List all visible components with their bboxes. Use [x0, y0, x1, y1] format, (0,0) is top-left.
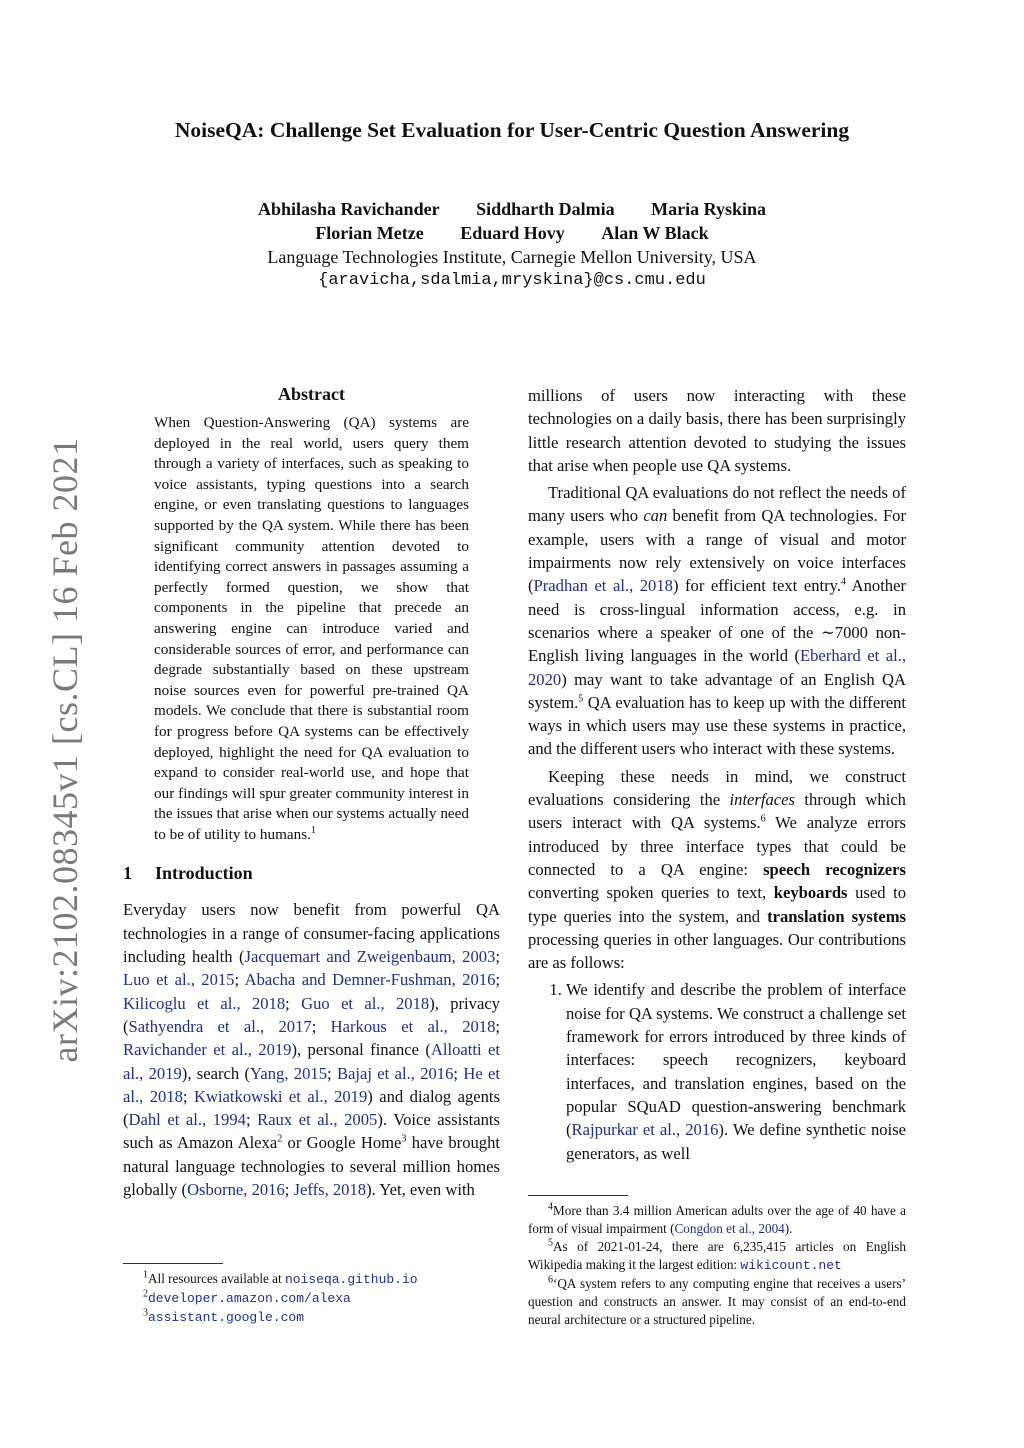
list-item: 1. We identify and describe the problem of interface noise for QA systems. We construct a challenge set framework for errors introduced by three kinds of interfaces: speech recognizers, keyboard interfaces, and translation engines, based on the popular SQuAD question-answering benchmark (Rajpurkar et al., 2016). We define synthetic noise generators, as well	[566, 978, 906, 1164]
footnote-mark[interactable]: 1	[310, 824, 316, 836]
contributions-list	[528, 978, 906, 1164]
footnote-1: $^1$All resources available at noiseqa.github.io	[143, 1269, 418, 1287]
footnote-link[interactable]: assistant.google.com	[148, 1310, 305, 1325]
author-row-2	[0, 221, 1024, 245]
citation-link[interactable]: He et al., 2018	[123, 1063, 501, 1106]
citation-link[interactable]: Alloatti et al., 2019	[123, 1040, 500, 1083]
footnote-link[interactable]: wikicount.net	[740, 1258, 842, 1273]
intro-paragraph-2: Traditional QA evaluations do not reflect the needs of many users who can benefit from QA technologies. For example, users with a range of visual and motor impairments now rely extensively on voice interfaces (Pradhan et al., 2018) for efficient text entry.$^4$ Another need is cross-lingual information access, e.g. in scenarios where a speaker of one of the ∼7000 non-English living languages in the world (Eberhard et al., 2020) may want to take advantage of an English QA system.$^5$ QA evaluation has to keep up with the different ways in which users may use these systems in practice, and the different users who interact with these systems.	[528, 483, 906, 759]
intro-paragraph-3: Keeping these needs in mind, we construct evaluations considering the interfaces through which users interact with QA systems.$^6$ We analyze errors introduced by three interface types that could be connected to a QA engine: speech recognizers converting spoken queries to text, keyboards used to type queries into the system, and translation systems processing queries in other languages. Our contributions are as follows:	[528, 766, 906, 973]
section-heading: 1 Introduction	[123, 863, 253, 884]
citation-link[interactable]: Rajpurkar et al., 2016	[571, 1120, 719, 1140]
citation-link[interactable]: Bajaj et al., 2016	[336, 1063, 454, 1083]
footnote-mark[interactable]: 5	[578, 693, 584, 705]
citation-link[interactable]: Eberhard et al., 2020	[528, 646, 906, 689]
citation-link[interactable]: Jeffs, 2018	[293, 1180, 367, 1200]
footnote-5: $^5$As of 2021-01-24, there are 6,235,415 articles on English Wikipedia making it the largest edition: wikicount.net	[528, 1237, 906, 1273]
citation-link[interactable]: Sathyendra et al., 2017	[128, 1016, 312, 1036]
citation-link[interactable]: Kwiatkowski et al., 2019	[193, 1086, 368, 1106]
footnote-mark[interactable]: 3	[401, 1133, 407, 1145]
citation-link[interactable]: Congdon et al., 2004	[674, 1221, 785, 1236]
author-row-1	[0, 197, 1024, 221]
citation-link[interactable]: Osborne, 2016	[187, 1180, 285, 1200]
author-name: Siddharth Dalmia	[476, 199, 615, 219]
author-name: Maria Ryskina	[651, 199, 766, 219]
author-name: Alan W Black	[601, 223, 709, 243]
author-block	[0, 197, 1024, 293]
footnote-link[interactable]: noiseqa.github.io	[284, 1272, 418, 1287]
footnote-mark[interactable]: 4	[841, 576, 846, 588]
affiliation: Language Technologies Institute, Carnegie Mellon University, USA	[267, 247, 757, 267]
citation-link[interactable]: Kilicoglu et al., 2018	[123, 993, 286, 1013]
email: {aravicha,sdalmia,mryskina}@cs.cmu.edu	[318, 271, 706, 290]
paper-title: NoiseQA: Challenge Set Evaluation for User-Centric Question Answering	[174, 118, 850, 142]
footnote-3: $^3$assistant.google.com	[143, 1307, 305, 1325]
citation-link[interactable]: Raux et al., 2005	[257, 1110, 378, 1130]
author-name: Eduard Hovy	[460, 223, 565, 243]
citation-link[interactable]: Pradhan et al., 2018	[533, 576, 673, 596]
right-column	[528, 384, 906, 1165]
citation-link[interactable]: Yang, 2015	[250, 1063, 327, 1083]
footnote-6: $^6$‘QA system refers to any computing engine that receives a users’ question and constructs an answer. It may consist of an end-to-end neural architecture or a structured pipeline.	[528, 1274, 906, 1327]
footnote-4: $^4$More than 3.4 million American adults over the age of 40 have a form of visual impairment (Congdon et al., 2004).	[528, 1201, 906, 1236]
arxiv-stamp: arXiv:2102.08345v1 [cs.CL] 16 Feb 2021	[45, 437, 85, 1063]
footnote-rule	[123, 1263, 223, 1264]
footnote-link[interactable]: developer.amazon.com/alexa	[148, 1291, 351, 1306]
abstract-heading: Abstract	[278, 384, 345, 404]
citation-link[interactable]: Guo et al., 2018	[301, 993, 430, 1013]
footnote-2: $^2$developer.amazon.com/alexa	[143, 1288, 351, 1306]
left-column	[123, 384, 500, 1201]
abstract-text: When Question-Answering (QA) systems are deployed in the real world, users query them through a variety of interfaces, such as speaking to voice assistants, typing questions into a search engine, or even translating questions to languages supported by the QA system. While there has been significant community attention devoted to identifying correct answers in passages assuming a perfectly formed question, we show that components in the pipeline that precede an answering engine can introduce varied and considerable sources of error, and performance can degrade substantially based on these upstream noise sources even for powerful pre-trained QA models. We conclude that there is substantial room for progress before QA systems can be effectively deployed, highlight the need for QA evaluation to expand to consider real-world use, and hope that our findings will spur greater community interest in the issues that arise when our systems actually need to be of utility to humans.$^1$	[154, 414, 469, 843]
citation-link[interactable]: Luo et al., 2015	[123, 970, 235, 990]
footnotes-left	[123, 1255, 500, 1327]
citation-link[interactable]: Ravichander et al., 2019	[123, 1040, 292, 1060]
citation-link[interactable]: Harkous et al., 2018	[330, 1016, 496, 1036]
intro-paragraph-continued: millions of users now interacting with these technologies on a daily basis, there has been surprisingly little research attention devoted to studying the issues that arise when people use QA systems.	[528, 386, 906, 475]
citation-link[interactable]: Abacha and Demner-Fushman, 2016	[244, 970, 496, 990]
citation-link[interactable]: Jacquemart and Zweigenbaum, 2003	[244, 947, 496, 967]
footnote-mark[interactable]: 6	[760, 813, 766, 825]
citation-link[interactable]: Dahl et al., 1994	[128, 1110, 246, 1130]
author-name: Florian Metze	[315, 223, 424, 243]
intro-paragraph-1: Everyday users now benefit from powerful QA technologies in a range of consumer-facing applications including health (Jacquemart and Zweigenbaum, 2003; Luo et al., 2015; Abacha and Demner-Fushman, 2016; Kilicoglu et al., 2018; Guo et al., 2018), privacy (Sathyendra et al., 2017; Harkous et al., 2018; Ravichander et al., 2019), personal finance (Alloatti et al., 2019), search (Yang, 2015; Bajaj et al., 2016; He et al., 2018; Kwiatkowski et al., 2019) and dialog agents (Dahl et al., 1994; Raux et al., 2005). Voice assistants such as Amazon Alexa$^2$ or Google Home$^3$ have brought natural language technologies to several million homes globally (Osborne, 2016; Jeffs, 2018). Yet, even with	[123, 900, 501, 1200]
author-name: Abhilasha Ravichander	[258, 199, 440, 219]
footnote-mark[interactable]: 2	[277, 1133, 283, 1145]
footnote-rule	[528, 1195, 628, 1196]
footnotes-right	[528, 1187, 906, 1329]
